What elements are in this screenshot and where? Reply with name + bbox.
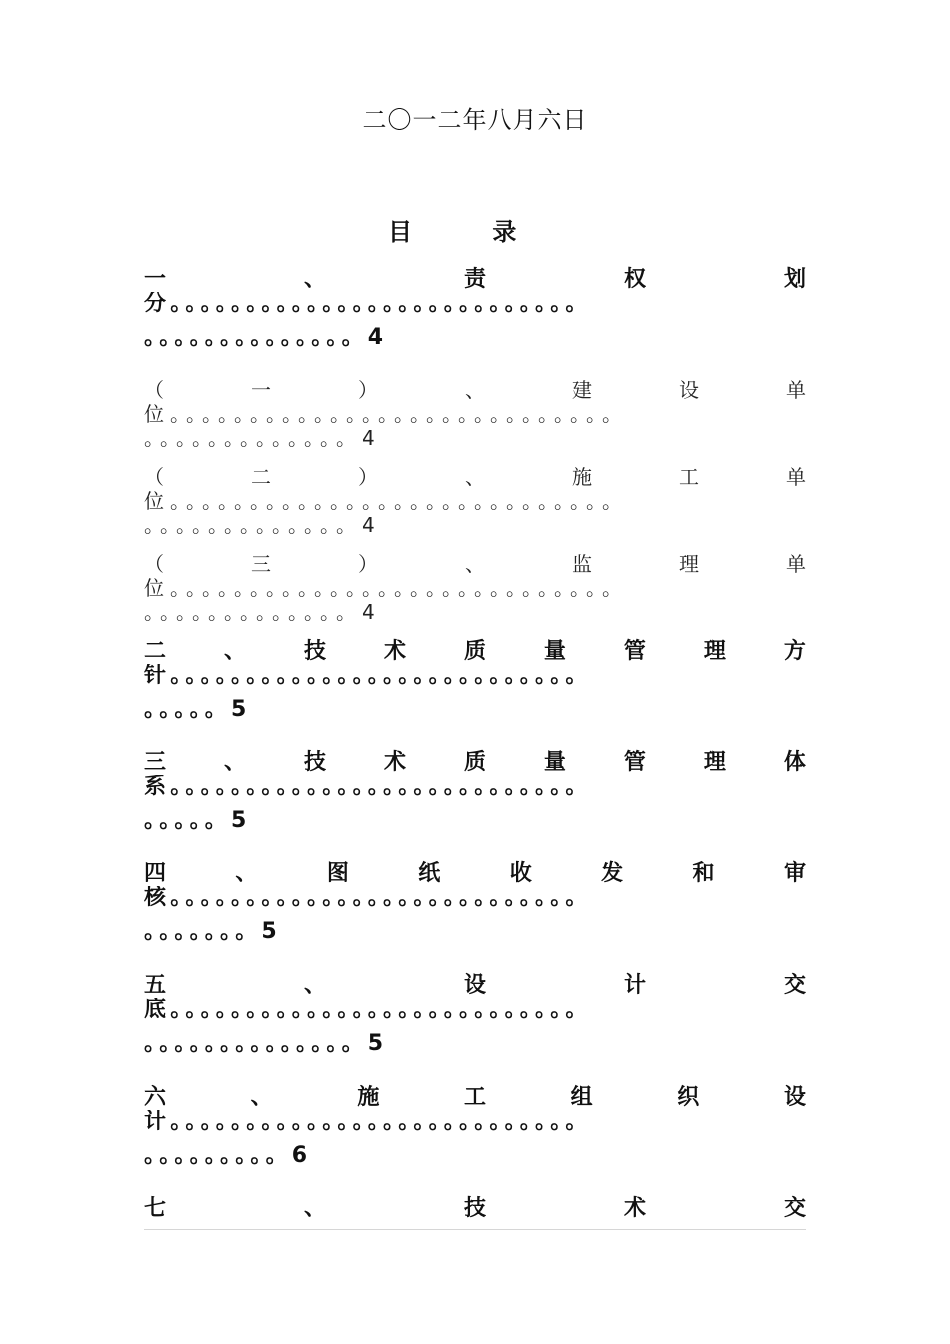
- toc-heading-char: 发: [601, 861, 624, 886]
- toc-entry-heading: [144, 552, 806, 576]
- toc-heading-char: 、: [250, 1085, 273, 1110]
- toc-heading-char: 、: [303, 267, 326, 292]
- toc-page-line: 。。。。。。。。。6: [144, 1144, 312, 1168]
- toc-heading-char: 一: [251, 378, 271, 402]
- toc-heading-char: 二: [251, 465, 271, 489]
- toc-heading-char: 工: [463, 1085, 486, 1110]
- toc-entry[interactable]: [144, 465, 806, 537]
- toc-leader-line: 位。。。。。。。。。。。。。。。。。。。。。。。。。。。。: [144, 402, 628, 426]
- toc-leader-line: 分。。。。。。。。。。。。。。。。。。。。。。。。。。。: [144, 292, 592, 316]
- toc-heading-char: 单: [786, 378, 806, 402]
- toc-heading-char: 图: [326, 861, 349, 886]
- toc-heading-char: ）: [358, 378, 378, 402]
- toc-heading-char: （: [144, 378, 164, 402]
- toc-heading-char: 交: [783, 973, 806, 998]
- toc-entry-heading: [144, 862, 806, 886]
- toc-heading-char: 组: [570, 1085, 593, 1110]
- toc-heading-char: 、: [465, 552, 485, 576]
- toc-heading-char: 管: [623, 750, 646, 775]
- toc-heading-char: 体: [783, 750, 806, 775]
- toc-heading-char: 、: [223, 639, 246, 664]
- toc-heading-char: 二: [144, 639, 167, 664]
- toc-page-line: 。。。。。。。。。。。。。。4: [144, 326, 388, 350]
- toc-heading-char: 计: [623, 973, 646, 998]
- toc-heading-char: 单: [786, 552, 806, 576]
- toc-page-line: 。。。。。。。。。。。。。。5: [144, 1032, 388, 1056]
- toc-page-line: 。。。。。5: [144, 698, 251, 722]
- toc-heading-char: 四: [144, 861, 167, 886]
- toc-heading-char: 收: [509, 861, 532, 886]
- document-date: 二〇一二年八月六日: [362, 106, 588, 134]
- toc-entry-heading: [144, 268, 806, 292]
- toc-heading-char: 技: [463, 1196, 486, 1221]
- toc-leader-line: 计。。。。。。。。。。。。。。。。。。。。。。。。。。。: [144, 1110, 592, 1134]
- toc-heading-char: 审: [783, 861, 806, 886]
- toc-heading-char: ）: [358, 465, 378, 489]
- toc-heading-char: 量: [543, 639, 566, 664]
- toc-heading-char: （: [144, 552, 164, 576]
- toc-entry-heading: [144, 465, 806, 489]
- toc-heading-char: 、: [235, 861, 258, 886]
- toc-entry[interactable]: [144, 378, 806, 450]
- toc-heading-char: 管: [623, 639, 646, 664]
- toc-heading-char: 织: [677, 1085, 700, 1110]
- toc-entry[interactable]: [144, 751, 806, 833]
- toc-heading-char: 七: [144, 1196, 167, 1221]
- toc-entry-heading: [144, 378, 806, 402]
- toc-entry[interactable]: [144, 862, 806, 944]
- toc-entry[interactable]: [144, 640, 806, 722]
- toc-heading-char: 设: [679, 378, 699, 402]
- toc-heading-char: 技: [303, 639, 326, 664]
- toc-entry[interactable]: [144, 1197, 806, 1221]
- toc-heading-char: 质: [463, 639, 486, 664]
- toc-heading-char: 一: [144, 267, 167, 292]
- toc-page-line: 。。。。。5: [144, 809, 251, 833]
- toc-heading-char: 五: [144, 973, 167, 998]
- toc-heading-char: 、: [303, 973, 326, 998]
- toc-heading-char: 、: [465, 465, 485, 489]
- toc-entry[interactable]: [144, 268, 806, 350]
- toc-heading-char: 术: [383, 639, 406, 664]
- toc-heading-char: 划: [783, 267, 806, 292]
- toc-entry[interactable]: [144, 552, 806, 624]
- toc-entry-heading: [144, 640, 806, 664]
- toc-heading-char: 纸: [418, 861, 441, 886]
- page-divider: [144, 1229, 806, 1230]
- toc-page-line: 。。。。。。。。。。。。。4: [144, 426, 381, 450]
- toc-leader-line: 针。。。。。。。。。。。。。。。。。。。。。。。。。。。: [144, 664, 592, 688]
- toc-heading-char: 质: [463, 750, 486, 775]
- toc-heading-char: 技: [303, 750, 326, 775]
- toc-title: 目 录: [388, 218, 553, 246]
- toc-leader-line: 核。。。。。。。。。。。。。。。。。。。。。。。。。。。: [144, 886, 592, 910]
- toc-heading-char: 理: [703, 750, 726, 775]
- toc-entry-heading: [144, 1086, 806, 1110]
- toc-entry-heading: [144, 974, 806, 998]
- toc-heading-char: 三: [144, 750, 167, 775]
- toc-heading-char: ）: [358, 552, 378, 576]
- toc-heading-char: 、: [303, 1196, 326, 1221]
- toc-page-line: 。。。。。。。。。。。。。4: [144, 600, 381, 624]
- toc-entry[interactable]: [144, 974, 806, 1056]
- toc-heading-char: 单: [786, 465, 806, 489]
- toc-heading-char: 术: [383, 750, 406, 775]
- toc-heading-char: 监: [572, 552, 592, 576]
- toc-heading-char: 工: [679, 465, 699, 489]
- toc-heading-char: 术: [623, 1196, 646, 1221]
- toc-heading-char: 理: [703, 639, 726, 664]
- toc-heading-char: 施: [572, 465, 592, 489]
- toc-heading-char: 、: [465, 378, 485, 402]
- toc-leader-line: 位。。。。。。。。。。。。。。。。。。。。。。。。。。。。: [144, 489, 628, 513]
- toc-entry-heading: [144, 1197, 806, 1221]
- toc-heading-char: 方: [783, 639, 806, 664]
- toc-entry[interactable]: [144, 1086, 806, 1168]
- toc-heading-char: 施: [357, 1085, 380, 1110]
- toc-heading-char: 建: [572, 378, 592, 402]
- toc-heading-char: 理: [679, 552, 699, 576]
- toc-heading-char: 设: [783, 1085, 806, 1110]
- toc-leader-line: 系。。。。。。。。。。。。。。。。。。。。。。。。。。。: [144, 775, 592, 799]
- toc-leader-line: 底。。。。。。。。。。。。。。。。。。。。。。。。。。。: [144, 998, 592, 1022]
- toc-heading-char: 责: [463, 267, 486, 292]
- toc-heading-char: 和: [692, 861, 715, 886]
- toc-heading-char: （: [144, 465, 164, 489]
- toc-entry-heading: [144, 751, 806, 775]
- toc-heading-char: 量: [543, 750, 566, 775]
- toc-leader-line: 位。。。。。。。。。。。。。。。。。。。。。。。。。。。。: [144, 576, 628, 600]
- toc-heading-char: 权: [623, 267, 646, 292]
- toc-page-line: 。。。。。。。。。。。。。4: [144, 513, 381, 537]
- toc-heading-char: 六: [144, 1085, 167, 1110]
- toc-heading-char: 设: [463, 973, 486, 998]
- toc-heading-char: 三: [251, 552, 271, 576]
- toc-heading-char: 交: [783, 1196, 806, 1221]
- toc-page-line: 。。。。。。。5: [144, 920, 281, 944]
- toc-heading-char: 、: [223, 750, 246, 775]
